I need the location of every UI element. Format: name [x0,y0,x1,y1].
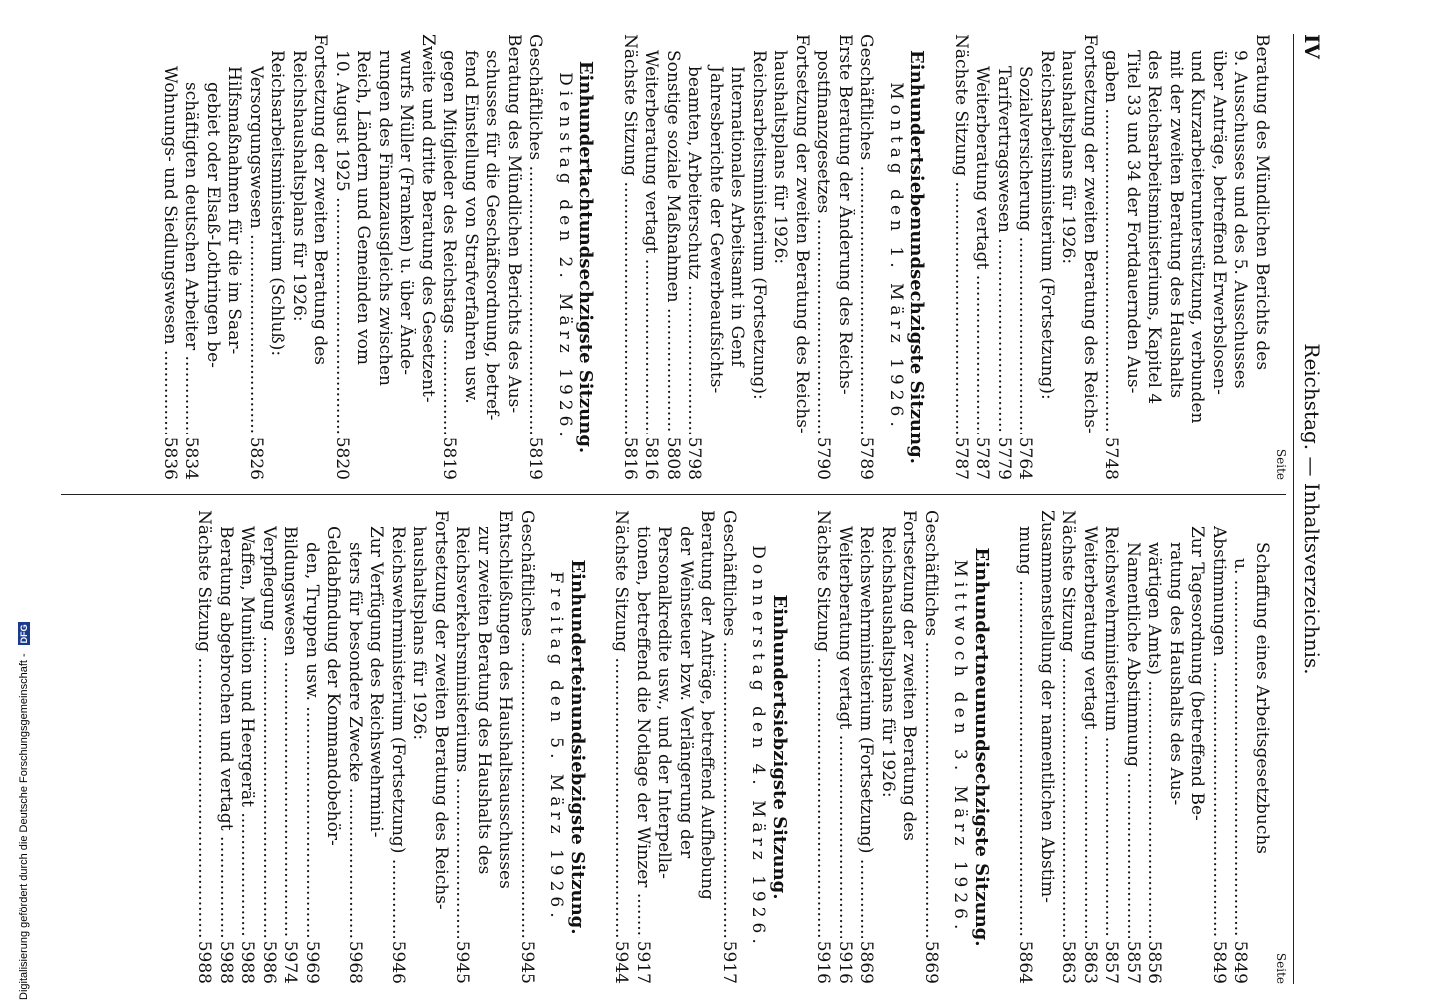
toc-entry [193,510,215,984]
entry-text-line: haushaltsplans für 1926: [1058,50,1079,265]
entry-page-number: 5779 [994,436,1014,480]
entry-text: Bildungswesen ..... [279,526,301,938]
toc-entry-multiline [266,34,288,480]
entry-text-line: Entschließungen des Haushaltsausschusses [495,510,516,889]
running-head: Reichstag. — Inhaltsverzeichnis. [1300,343,1324,675]
entry-page-number: 5916 [835,940,855,984]
entry-text-line: 9. Ausschusses und des 5. Ausschusses [1230,50,1251,389]
toc-entry [834,510,856,984]
entry-text-line: und Kurzarbeiterunterstützung, verbunden [1187,50,1208,424]
entry-text-line: gaben ..... [1100,34,1122,434]
entry-text-line: Fortsetzung der zweiten Beratung des [310,34,331,366]
entry-text-line: ratung des Haushalts des Aus- [1166,542,1186,806]
toc-entry [950,34,972,480]
entry-text-line: u. ..... [1229,510,1251,938]
entry-text-line: sters für besondere Zwecke ..... [344,510,366,938]
entry-last-line [683,34,705,480]
entry-last-line [301,510,323,984]
entry-text-line: Beratung des Mündlichen Berichts des Aus- [504,34,524,414]
entry-text-line: tionen, betreffend die Notlage der Winzer ..... [632,510,654,938]
entry-text: Geschäftliches ..... [524,34,546,434]
toc-entry [159,34,181,480]
entry-text-line: Fortsetzung der zweiten Beratung des Reichs- [431,510,451,910]
entry-text-line: Reichsverkehrsministeriums ..... [451,510,473,938]
entry-text-line: Titel 33 und 34 der Fortdauernden Aus- [1123,50,1143,394]
entry-text-line: Reichsarbeitsministerium (Fortsetzung): [1037,50,1057,400]
entry-text-line: 10. August 1925 ..... [331,34,353,434]
digitization-footer [0,0,30,1000]
toc-column-left [159,34,1289,480]
entry-text: Weiterberatung vertagt ..... [640,50,662,434]
entry-text-line: rungen des Finanzausgleichs zwischen [375,50,395,386]
toc-entry-multiline [180,34,245,480]
entry-page-number: 5917 [633,940,653,984]
toc-entry [662,34,684,480]
toc-column-right [193,510,1288,984]
entry-page-number: 5849 [1230,940,1251,984]
entry-text: Wohnungs- und Siedlungswesen ..... [159,66,181,434]
entry-page-number: 5856 [1144,940,1165,984]
entry-text-line: über Anträge, betreffend Erwerbslosen- [1209,50,1229,395]
entry-page-number: 5974 [280,940,301,984]
entry-last-line [632,510,654,984]
entry-text: Sozialversicherung ..... [1014,66,1036,434]
toc-entry [1057,510,1079,984]
toc-entry-multiline [288,34,331,480]
toc-entry-multiline [1057,34,1100,480]
entry-page-number: 5988 [216,940,236,984]
dfg-logo: DFG [19,624,29,644]
entry-page-number: 5968 [345,940,365,984]
entry-text-line: schäftigten deutschen Arbeiter ..... [180,34,202,434]
entry-page-number: 5917 [719,940,739,984]
entry-page-number: 5969 [302,940,322,984]
entry-last-line [180,34,202,480]
entry-last-line [1143,510,1165,984]
entry-text-line: Reichsarbeitsministerium (Fortsetzung): [749,50,769,400]
entry-text-line: mung ..... [1014,510,1036,938]
entry-last-line [812,34,834,480]
toc-entry [993,34,1015,480]
entry-text-line: Zur Tagesordnung (betreffend Be- [1187,526,1208,821]
toc-entry-multiline [301,510,344,984]
entry-page-number: 5819 [525,436,546,480]
toc-entry-multiline [331,34,439,480]
entry-text: Nächste Sitzung ..... [610,510,632,938]
entry-page-number: 5808 [663,436,683,480]
entry-text: Geschäftliches ..... [718,510,740,938]
entry-page-number: 5748 [1101,436,1122,480]
entry-text-line: der Weinsteuer bzw. Verlängerung der [676,526,696,859]
entry-page-number: 5819 [439,436,460,480]
entry-page-number: 5764 [1015,436,1036,480]
entry-text-line: gegen Mitglieder des Reichstags ..... [438,34,460,434]
toc-entry-multiline [1229,510,1272,984]
entry-text-line: Reichsarbeitsministerium (Schluß): [267,50,288,357]
toc-entry [524,34,546,480]
entry-text-line: Reichshaushaltsplans für 1926: [878,526,898,798]
entry-page-number: 5820 [332,436,352,480]
entry-page-number: 5863 [1080,940,1100,984]
page-number: IV [1300,34,1324,59]
toc-entry [1208,510,1230,984]
entry-last-line [451,510,473,984]
entry-text: Weiterberatung vertagt ..... [971,66,993,434]
toc-entry [640,34,662,480]
entry-text: Weiterberatung vertagt ..... [1079,526,1101,938]
entry-text-line: Reichshaushaltsplans für 1926: [289,50,309,322]
entry-page-number: 5787 [972,436,993,480]
toc-entry-multiline [632,510,718,984]
entry-text: Nächste Sitzung ..... [950,34,972,434]
toc-entry-multiline [812,34,855,480]
entry-text: Nächste Sitzung ..... [1057,510,1079,938]
toc-entry [387,510,409,984]
toc-entry [236,510,258,984]
toc-entry [516,510,538,984]
entry-text-line: Internationales Arbeitsamt in Genf [727,66,748,367]
entry-last-line [1014,510,1036,984]
entry-text: Geschäftliches ..... [855,34,877,434]
toc-entry [258,510,280,984]
entry-page-number: 5946 [388,940,408,984]
toc-entry-multiline [1036,34,1058,480]
entry-text-line: mit der zweiten Beratung des Haushalts [1166,50,1186,399]
entry-page-number: 5787 [951,436,971,480]
entry-text: Beratung abgebrochen und vertagt ..... [215,526,237,938]
entry-text: Sonstige soziale Maßnahmen ..... [662,50,684,434]
entry-page-number: 5988 [237,940,258,984]
entry-page-number: 5988 [194,940,215,984]
entry-text-line: Reich, Ländern und Gemeinden vom [353,50,374,366]
entry-page-number: 5789 [856,436,877,480]
entry-text: Reichswehrministerium (Fortsetzung) ..... [855,526,877,938]
entry-last-line [1100,34,1122,480]
entry-page-number: 5849 [1209,940,1229,984]
entry-last-line [438,34,460,480]
entry-text-line: Fortsetzung der zweiten Beratung des [899,510,920,842]
entry-page-number: 5826 [246,436,266,480]
toc-entry [1079,510,1101,984]
toc-entry [1100,510,1122,984]
page-header [1294,34,1322,984]
entry-text: Reichswehrministerium ..... [1100,526,1122,938]
entry-page-number: 5863 [1058,940,1079,984]
entry-text: Geschäftliches ..... [516,510,538,938]
entry-text-line: wurfs Müller (Franken) u. über Ände- [396,50,417,375]
toc-entry [279,510,301,984]
entry-text: Abstimmungen ..... [1208,526,1230,938]
toc-entry [718,510,740,984]
entry-text-line: postfinanzgesetzes ..... [812,34,834,434]
session-title: Einhundertsiebzigste Sitzung. [769,594,790,900]
entry-text: Namentliche Abstimmung ..... [1122,542,1144,938]
entry-page-number: 5857 [1101,940,1122,984]
entry-text-line: schusses für die Geschäftsordnung, betref- [482,50,503,421]
entry-page-number: 5986 [259,940,279,984]
entry-text-line: haushaltsplans für 1926: [409,526,430,741]
toc-entry-multiline [877,510,920,984]
entry-text: Nächste Sitzung ..... [193,510,215,938]
entry-page-number: 5790 [813,436,834,480]
entry-text: Geschäftliches ..... [920,510,942,938]
entry-text-line: Fortsetzung der zweiten Beratung des Reichs- [792,34,812,434]
header-rule [1293,34,1294,984]
session-title: Einhunderteinundsiebzigste Sitzung. [567,559,588,935]
toc-entry [855,510,877,984]
entry-text-line: des Reichsarbeitsministeriums, Kapitel 4 [1144,50,1165,405]
entry-text: Weiterberatung vertagt ..... [834,526,856,938]
entry-page-number: 5869 [921,940,941,984]
column-divider [61,494,1286,495]
entry-page-number: 5836 [160,436,180,480]
seite-label: Seite [1274,952,1288,984]
toc-entry [971,34,993,480]
entry-text: Reichswehrministerium (Fortsetzung) ..... [387,526,409,938]
entry-last-line [344,510,366,984]
entry-text-line: Hilfsmaßnahmen für die im Saar- [224,66,245,355]
toc-entry-multiline [344,510,387,984]
toc-entry-multiline [1143,510,1208,984]
toc-entry-multiline [438,34,524,480]
entry-page-number: 5864 [1015,940,1036,984]
toc-entry [619,34,641,480]
session-date: Montag den 1. März 1926. [886,82,906,432]
session-date: Donnerstag den 4. März 1926. [748,545,769,949]
entry-text-line: Beratung des Mündlichen Berichts des [1252,34,1272,371]
entry-text: Versorgungswesen ..... [245,66,267,434]
toc-entry-multiline [683,34,769,480]
entry-text-line: Personalkredite usw., und der Interpella- [654,526,675,879]
entry-page-number: 5944 [611,940,632,984]
entry-text-line: fend Einstellung von Strafverfahren usw. [461,50,481,404]
toc-entry-multiline [1014,510,1057,984]
entry-text: Nächste Sitzung ..... [619,34,641,434]
entry-text-line: Beratung der Anträge, betreffend Aufhebung [697,510,718,900]
entry-page-number: 5816 [620,436,640,480]
entry-text-line: Fortsetzung der zweiten Beratung des Reichs- [1080,34,1100,434]
footer-text: Digitalisierung gefördert durch die Deutsche Forschungsgemeinschaft - [18,653,30,1000]
toc-entry [1122,510,1144,984]
entry-page-number: 5945 [452,940,473,984]
session-date: Mittwoch den 3. März 1926. [950,559,971,935]
entry-page-number: 5869 [856,940,877,984]
entry-text: Tarifvertragswesen ..... [993,66,1015,434]
toc-entry-multiline [408,510,451,984]
entry-text-line: Erste Beratung der Änderung des Reichs- [835,34,855,395]
entry-text: Waffen, Munition und Heergerät ..... [236,526,258,938]
entry-text-line: gebiet oder Elsaß-Lothringen be- [203,82,223,368]
toc-entry [920,510,942,984]
toc-entry [855,34,877,480]
session-date: Dienstag den 2. März 1926. [555,72,575,442]
entry-text-line: Schaffung eines Arbeitsgesetzbuchs [1252,542,1272,855]
entry-text: Verpflegung ..... [258,526,280,938]
seite-label: Seite [1274,448,1288,480]
toc-entry [245,34,267,480]
entry-text-line: zur zweiten Beratung des Haushalts des [474,526,494,875]
toc-entry-multiline [1100,34,1272,480]
toc-entry [1014,34,1036,480]
entry-page-number: 5857 [1123,940,1143,984]
entry-page-number: 5834 [181,436,202,480]
entry-text-line: Zweite und dritte Beratung des Gesetzent- [418,34,438,403]
toc-entry [610,510,632,984]
toc-entry [215,510,237,984]
entry-text-line: Zur Verfügung des Reichswehrmini- [366,526,387,838]
entry-last-line [1229,510,1251,984]
toc-entry [812,510,834,984]
entry-last-line [331,34,353,480]
entry-text-line: wärtigen Amts) ..... [1143,510,1165,938]
session-title: Einhundertsiebenundsechzigste Sitzung. [906,50,928,464]
session-title: Einhundertachtundsechzigste Sitzung. [575,60,597,454]
entry-page-number: 5916 [813,940,834,984]
toc-entry-multiline [769,34,812,480]
entry-text-line: den, Truppen usw. ..... [301,510,323,938]
toc-entry-multiline [451,510,516,984]
entry-text-line: Zusammenstellung der namentlichen Abstim- [1037,510,1057,903]
entry-page-number: 5945 [517,940,537,984]
entry-text-line: beamten, Arbeiterschutz ..... [683,34,705,434]
entry-text-line: Jahresberichte der Gewerbeaufsichts- [706,66,726,394]
entry-text: Nächste Sitzung ..... [812,510,834,938]
entry-text-line: haushaltsplans für 1926: [770,50,791,265]
entry-page-number: 5798 [684,436,705,480]
session-date: Freitag den 5. März 1926. [546,571,567,923]
entry-page-number: 5816 [641,436,662,480]
entry-text-line: Geldabfindung der Kommandobehör- [323,526,344,846]
session-title: Einhundertneunundsechzigste Sitzung. [971,547,992,947]
